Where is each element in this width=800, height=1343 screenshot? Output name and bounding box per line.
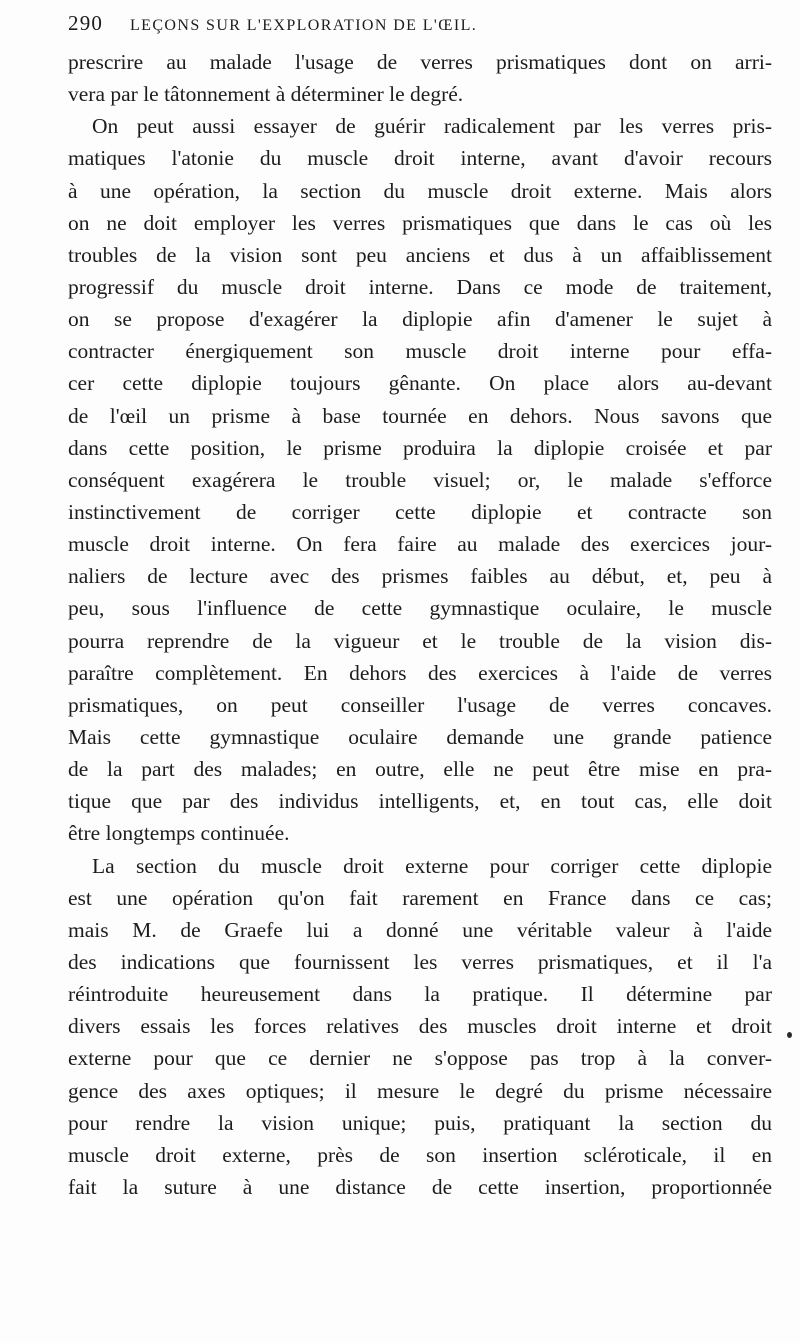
text-line: instinctivement de corriger cette diplopie et contracte son: [68, 499, 772, 524]
text-line: on se propose d'exagérer la diplopie afin d'amener le sujet à: [68, 307, 772, 332]
text-line: divers essais les forces relatives des muscles droit interne et droit: [68, 1014, 772, 1039]
text-line: troubles de la vision sont peu anciens et dus à un affaiblissement: [68, 242, 772, 267]
text-line: être longtemps continuée.: [68, 821, 290, 846]
text-line: paraître complètement. En dehors des exercices à l'aide de verres: [68, 660, 772, 685]
text-line: de l'œil un prisme à base tournée en dehors. Nous savons que: [68, 403, 772, 428]
text-line: gence des axes optiques; il mesure le degré du prisme nécessaire: [68, 1078, 772, 1103]
text-line: tique que par des individus intelligents, et, en tout cas, elle doit: [68, 789, 772, 814]
text-line: progressif du muscle droit interne. Dans ce mode de traitement,: [68, 274, 772, 299]
text-line: fait la suture à une distance de cette insertion, proportionnée: [68, 1174, 772, 1199]
text-line: vera par le tâtonnement à déterminer le degré.: [68, 82, 464, 107]
text-line: réintroduite heureusement dans la pratique. Il détermine par: [68, 982, 772, 1007]
page-number: 290: [68, 11, 104, 35]
text-line: muscle droit interne. On fera faire au malade des exercices jour-: [68, 532, 772, 557]
text-line: On peut aussi essayer de guérir radicalement par les verres pris-: [92, 114, 772, 139]
text-line: peu, sous l'influence de cette gymnastique oculaire, le muscle: [68, 596, 772, 621]
text-line: contracter énergiquement son muscle droit interne pour effa-: [68, 339, 772, 364]
text-line: La section du muscle droit externe pour corriger cette diplopie: [92, 853, 772, 878]
text-line: mais M. de Graefe lui a donné une véritable valeur à l'aide: [68, 917, 772, 942]
text-line: matiques l'atonie du muscle droit interne, avant d'avoir recours: [68, 146, 772, 171]
text-line: prescrire au malade l'usage de verres prismatiques dont on arri-: [68, 50, 772, 74]
text-line: à une opération, la section du muscle droit externe. Mais alors: [68, 178, 772, 203]
running-title: LEÇONS SUR L'EXPLORATION DE L'ŒIL.: [130, 17, 478, 34]
text-line: des indications que fournissent les verres prismatiques, et il l'a: [68, 949, 772, 974]
text-line: pour rendre la vision unique; puis, pratiquant la section du: [68, 1110, 772, 1135]
text-line: dans cette position, le prisme produira la diplopie croisée et par: [68, 435, 772, 460]
text-line: prismatiques, on peut conseiller l'usage de verres concaves.: [68, 692, 772, 717]
text-line: cer cette diplopie toujours gênante. On place alors au-devant: [68, 371, 772, 396]
body-text: [68, 46, 772, 1203]
text-line: naliers de lecture avec des prismes faibles au début, et, peu à: [68, 564, 772, 589]
margin-ink-mark: [787, 1032, 792, 1038]
text-line: externe pour que ce dernier ne s'oppose pas trop à la conver-: [68, 1046, 772, 1071]
text-line: est une opération qu'on fait rarement en France dans ce cas;: [68, 885, 772, 910]
text-line: muscle droit externe, près de son insertion scléroticale, il en: [68, 1142, 772, 1167]
text-line: on ne doit employer les verres prismatiques que dans le cas où les: [68, 210, 772, 235]
text-line: pourra reprendre de la vigueur et le trouble de la vision dis-: [68, 628, 772, 653]
text-line: de la part des malades; en outre, elle ne peut être mise en pra-: [68, 757, 772, 782]
text-line: conséquent exagérera le trouble visuel; or, le malade s'efforce: [68, 467, 772, 492]
text-line: Mais cette gymnastique oculaire demande une grande patience: [68, 724, 772, 749]
running-head: [68, 8, 768, 38]
